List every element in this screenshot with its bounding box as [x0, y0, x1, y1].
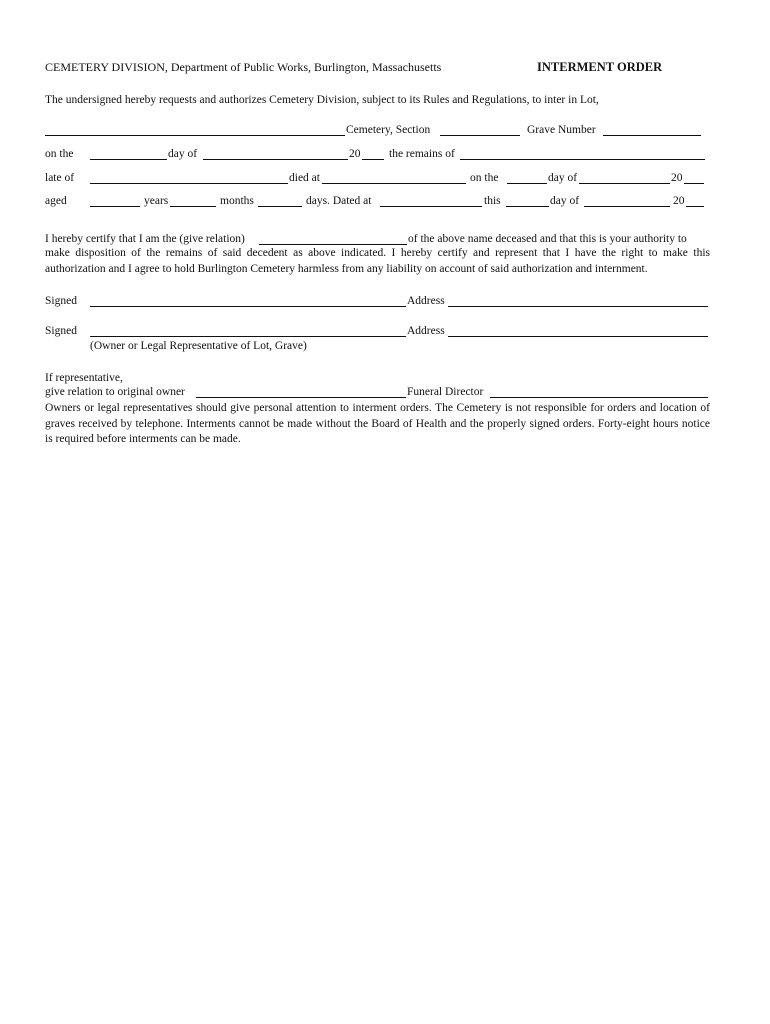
- on-the-label: on the: [45, 148, 74, 160]
- representative-label: If representative,: [45, 372, 123, 384]
- certify-authority-text: of the above name deceased and that this is your authority to: [408, 233, 687, 245]
- years-label: years: [144, 195, 169, 207]
- form-title: INTERMENT ORDER: [537, 60, 663, 74]
- death-day-field[interactable]: [507, 171, 547, 184]
- relation-original-owner-label: give relation to original owner: [45, 386, 185, 398]
- age-days-field[interactable]: [258, 194, 302, 207]
- deceased-name-field[interactable]: [460, 147, 705, 160]
- year-prefix-label: 20: [349, 148, 361, 160]
- death-year-field[interactable]: [684, 171, 704, 184]
- address-field-2[interactable]: [448, 324, 708, 337]
- age-years-field[interactable]: [90, 194, 140, 207]
- address-field-1[interactable]: [448, 294, 708, 307]
- this-label: this: [484, 195, 501, 207]
- signed-label-1: Signed: [45, 295, 77, 307]
- dated-day-of-label: day of: [550, 195, 580, 207]
- dated-year-field[interactable]: [686, 194, 704, 207]
- aged-label: aged: [45, 195, 67, 207]
- signed-label-2: Signed: [45, 325, 77, 337]
- address-label-1: Address: [407, 295, 445, 307]
- died-at-field[interactable]: [322, 171, 466, 184]
- died-at-label: died at: [289, 172, 320, 184]
- intro-text: The undersigned hereby requests and authorizes Cemetery Division, subject to its Rules and Regulations, to inter in Lot,: [45, 94, 599, 106]
- relation-original-owner-field[interactable]: [196, 385, 406, 398]
- death-month-field[interactable]: [579, 171, 670, 184]
- address-label-2: Address: [407, 325, 445, 337]
- death-on-the-label: on the: [470, 172, 499, 184]
- dated-year-prefix-label: 20: [673, 195, 685, 207]
- division-header: CEMETERY DIVISION, Department of Public Works, Burlington, Massachusetts: [45, 60, 442, 74]
- month-field[interactable]: [203, 147, 348, 160]
- section-field[interactable]: [440, 123, 520, 136]
- death-day-of-label: day of: [548, 172, 578, 184]
- lot-field[interactable]: [45, 123, 345, 136]
- footer-notice: Owners or legal representatives should give personal attention to interment orders. The Cemetery is not responsible for orders and location of graves received by telephone. Interments cannot be made without the Board of Health and the properly signed orders. Forty-eight hours notice is required before interments can be made.: [45, 402, 710, 445]
- relation-field[interactable]: [259, 232, 407, 245]
- signature-field-2[interactable]: [90, 324, 406, 337]
- grave-number-field[interactable]: [603, 123, 701, 136]
- months-label: months: [220, 195, 254, 207]
- dated-month-field[interactable]: [584, 194, 670, 207]
- certify-paragraph: make disposition of the remains of said decedent as above indicated. I hereby certify and represent that I have the right to make this authorization and I agree to hold Burlington Cemetery harmless from any liability on account of said authorization and internment.: [45, 247, 710, 275]
- late-of-field[interactable]: [90, 171, 288, 184]
- dated-day-field[interactable]: [506, 194, 549, 207]
- late-of-label: late of: [45, 172, 75, 184]
- owner-note: (Owner or Legal Representative of Lot, Grave): [90, 340, 307, 352]
- funeral-director-label: Funeral Director: [407, 386, 484, 398]
- day-field[interactable]: [90, 147, 167, 160]
- days-dated-at-label: days. Dated at: [306, 195, 372, 207]
- year-field[interactable]: [362, 147, 384, 160]
- death-year-prefix-label: 20: [671, 172, 683, 184]
- signature-field-1[interactable]: [90, 294, 406, 307]
- funeral-director-field[interactable]: [490, 385, 708, 398]
- dated-at-field[interactable]: [380, 194, 482, 207]
- age-months-field[interactable]: [170, 194, 216, 207]
- day-of-label: day of: [168, 148, 198, 160]
- grave-number-label: Grave Number: [527, 124, 596, 136]
- remains-of-label: the remains of: [389, 148, 455, 160]
- certify-relation-label: I hereby certify that I am the (give relation): [45, 233, 245, 245]
- cemetery-section-label: Cemetery, Section: [346, 124, 431, 136]
